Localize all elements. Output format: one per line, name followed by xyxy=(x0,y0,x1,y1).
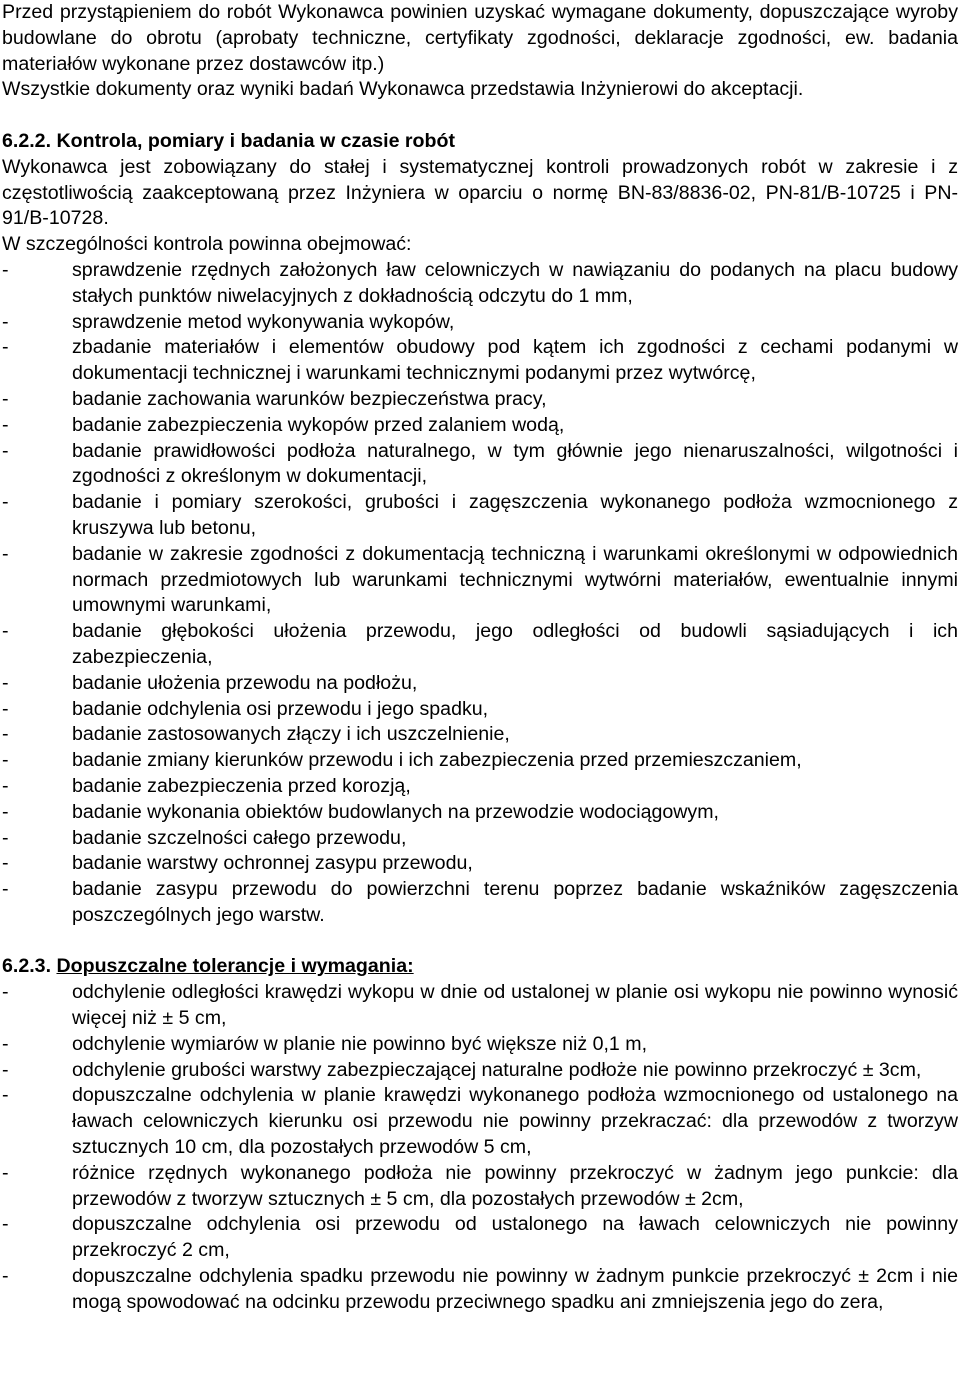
list-item-text: badanie warstwy ochronnej zasypu przewodu, xyxy=(72,852,473,875)
list-item xyxy=(2,1161,958,1213)
list-dash: - xyxy=(2,826,9,849)
list-item xyxy=(2,1083,958,1160)
list-dash: - xyxy=(2,800,9,823)
section-heading-6-2-3 xyxy=(2,954,958,980)
tolerance-items-list xyxy=(2,980,958,1315)
list-dash: - xyxy=(2,258,9,281)
list-item xyxy=(2,387,958,413)
spacer xyxy=(2,103,958,129)
list-dash: - xyxy=(2,749,9,772)
list-item xyxy=(2,748,958,774)
list-item xyxy=(2,1212,958,1264)
list-item-text: badanie odchylenia osi przewodu i jego spadku, xyxy=(72,697,489,720)
list-item-text: badanie zastosowanych złączy i ich uszczelnienie, xyxy=(72,723,510,746)
list-item-text: badanie głębokości ułożenia przewodu, jego odległości od budowli sąsiadujących i ich zabezpieczenia, xyxy=(72,620,958,668)
list-item-text: badanie i pomiary szerokości, grubości i zagęszczenia wykonanego podłoża wzmocnionego z kruszywa lub betonu, xyxy=(72,491,958,539)
list-item xyxy=(2,826,958,852)
list-dash: - xyxy=(2,491,9,514)
section-title: Kontrola, pomiary i badania w czasie robót xyxy=(56,129,455,152)
list-item xyxy=(2,697,958,723)
list-dash: - xyxy=(2,1032,9,1055)
list-item-text: odchylenie wymiarów w planie nie powinno być większe niż 0,1 m, xyxy=(72,1032,648,1055)
list-dash: - xyxy=(2,878,9,901)
list-dash: - xyxy=(2,852,9,875)
list-dash: - xyxy=(2,620,9,643)
list-dash: - xyxy=(2,671,9,694)
section-heading-6-2-2 xyxy=(2,129,958,155)
intro-paragraph-acceptance: Wszystkie dokumenty oraz wyniki badań Wykonawca przedstawia Inżynierowi do akceptacji. xyxy=(2,78,804,101)
section-title: Dopuszczalne tolerancje i wymagania: xyxy=(56,955,414,978)
section-number: 6.2.3. xyxy=(2,955,52,978)
list-item-text: badanie zabezpieczenia wykopów przed zalaniem wodą, xyxy=(72,413,565,436)
list-item xyxy=(2,439,958,491)
list-item-text: badanie zabezpieczenia przed korozją, xyxy=(72,774,411,797)
list-dash: - xyxy=(2,981,9,1004)
list-dash: - xyxy=(2,542,9,565)
list-item xyxy=(2,619,958,671)
list-item-text: badanie wykonania obiektów budowlanych na przewodzie wodociągowym, xyxy=(72,800,719,823)
list-item-text: sprawdzenie rzędnych założonych ław celowniczych w nawiązaniu do podanych na placu budowy stałych punktów niwelacyjnych z dokładnością odczytu do 1 mm, xyxy=(72,258,958,307)
list-item xyxy=(2,800,958,826)
list-item-text: badanie w zakresie zgodności z dokumentacją techniczną i warunkami określonymi w odpowiednich normach przedmiotowych lub warunkami technicznymi wytwórni materiałów, ewentualnie innymi umownymi warunkami, xyxy=(72,542,958,617)
list-item xyxy=(2,258,958,310)
list-item xyxy=(2,335,958,387)
list-intro: W szczególności kontrola powinna obejmować: xyxy=(2,233,412,256)
list-dash: - xyxy=(2,413,9,436)
list-item xyxy=(2,671,958,697)
spacer xyxy=(2,929,958,955)
list-item xyxy=(2,774,958,800)
list-item-text: badanie prawidłowości podłoża naturalnego, w tym głównie jego nienaruszalności, wilgotności i zgodności z określonym w dokumentacji, xyxy=(72,439,958,488)
list-item xyxy=(2,851,958,877)
intro-paragraph-documents: Przed przystąpieniem do robót Wykonawca powinien uzyskać wymagane dokumenty, dopuszczające wyroby budowlane do obrotu (aprobaty techniczne, certyfikaty zgodności, deklaracje zgodności, ew. badania materiałów wykonane przez dostawców itp.) xyxy=(2,1,958,75)
list-dash: - xyxy=(2,1161,9,1184)
list-item-text: odchylenie grubości warstwy zabezpieczającej naturalne podłoże nie powinno przekroczyć ± 3cm, xyxy=(72,1058,922,1081)
list-item xyxy=(2,413,958,439)
list-dash: - xyxy=(2,310,9,333)
list-item-text: badanie ułożenia przewodu na podłożu, xyxy=(72,671,418,694)
list-dash: - xyxy=(2,1058,9,1081)
list-item xyxy=(2,1264,958,1316)
list-item-text: badanie zmiany kierunków przewodu i ich zabezpieczenia przed przemieszczaniem, xyxy=(72,749,802,772)
section-number: 6.2.2. xyxy=(2,129,52,152)
list-item xyxy=(2,980,958,1032)
list-item-text: odchylenie odległości krawędzi wykopu w dnie od ustalonej w planie osi wykopu nie powinno wynosić więcej niż ± 5 cm, xyxy=(72,981,958,1030)
list-item-text: dopuszczalne odchylenia w planie krawędzi wykonanego podłoża wzmocnionego od ustalonego na ławach celowniczych kierunku osi przewodu nie powinny przekraczać: dla przewodów z tworzyw sztucznych 10 cm, dla pozostałych przewodów 5 cm, xyxy=(72,1084,958,1159)
list-item xyxy=(2,310,958,336)
list-dash: - xyxy=(2,336,9,359)
list-item-text: dopuszczalne odchylenia osi przewodu od ustalonego na ławach celowniczych nie powinny przekroczyć 2 cm, xyxy=(72,1213,958,1262)
list-item-text: różnice rzędnych wykonanego podłoża nie powinny przekroczyć w żadnym jego punkcie: dla przewodów z tworzyw sztucznych ± 5 cm, dla pozostałych przewodów ± 2cm, xyxy=(72,1161,958,1210)
section-paragraph-control: Wykonawca jest zobowiązany do stałej i systematycznej kontroli prowadzonych robót w zakresie i z częstotliwością zaakceptowaną przez Inżyniera w oparciu o normę BN-83/8836-02, PN-81/B-10725 i PN-91/B-10728. xyxy=(2,155,958,230)
list-dash: - xyxy=(2,1084,9,1107)
list-dash: - xyxy=(2,774,9,797)
list-item xyxy=(2,490,958,542)
list-item xyxy=(2,542,958,619)
list-item-text: badanie szczelności całego przewodu, xyxy=(72,826,407,849)
list-item-text: zbadanie materiałów i elementów obudowy pod kątem ich zgodności z cechami podanymi w dokumentacji technicznej i warunkami technicznymi podanymi przez wytwórcę, xyxy=(72,336,958,385)
list-item-text: sprawdzenie metod wykonywania wykopów, xyxy=(72,310,455,333)
list-item xyxy=(2,877,958,929)
list-dash: - xyxy=(2,697,9,720)
list-item-text: badanie zasypu przewodu do powierzchni terenu poprzez badanie wskaźników zagęszczenia poszczególnych jego warstw. xyxy=(72,878,958,926)
list-item-text: dopuszczalne odchylenia spadku przewodu nie powinny w żadnym punkcie przekroczyć ± 2cm i nie mogą spowodować na odcinku przewodu przeciwnego spadku ani zmniejszenia jego do zera, xyxy=(72,1265,958,1313)
control-items-list xyxy=(2,258,958,929)
list-dash: - xyxy=(2,1265,9,1288)
list-dash: - xyxy=(2,723,9,746)
list-dash: - xyxy=(2,1213,9,1236)
list-item-text: badanie zachowania warunków bezpieczeństwa pracy, xyxy=(72,387,547,410)
list-item xyxy=(2,1058,958,1084)
list-dash: - xyxy=(2,387,9,410)
list-item xyxy=(2,722,958,748)
list-dash: - xyxy=(2,439,9,462)
list-item xyxy=(2,1032,958,1058)
